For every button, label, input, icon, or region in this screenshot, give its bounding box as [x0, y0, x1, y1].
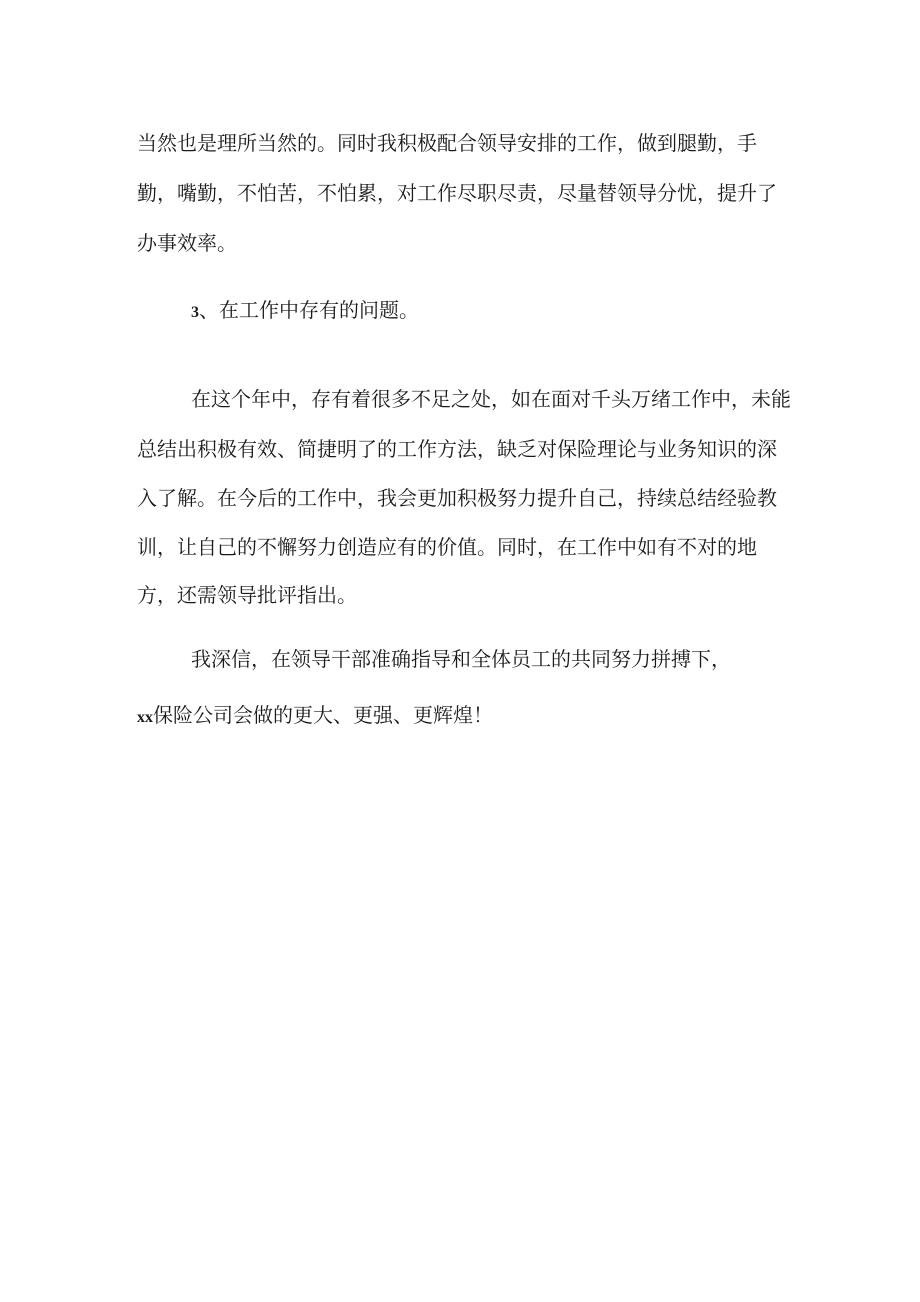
- paragraph-2-line-5: 方，还需领导批评指出。: [137, 583, 357, 607]
- paragraph-1-line-2: 勤，嘴勤，不怕苦，不怕累，对工作尽职尽责，尽量替领导分忧，提升了: [137, 181, 777, 205]
- paragraph-2-line-4: 训，让自己的不懈努力创造应有的价值。同时，在工作中如有不对的地: [137, 535, 757, 559]
- paragraph-3-line-1: 我深信，在领导干部准确指导和全体员工的共同努力拼搏下，: [191, 647, 731, 671]
- paragraph-2-line-3: 入了解。在今后的工作中，我会更加积极努力提升自己，持续总结经验教: [137, 486, 777, 510]
- section-heading-3: [191, 298, 419, 325]
- paragraph-1-line-1: 当然也是理所当然的。同时我积极配合领导安排的工作，做到腿勤，手: [137, 131, 757, 155]
- paragraph-2-line-1: 在这个年中，存有着很多不足之处，如在面对千头万绪工作中，未能: [191, 387, 791, 411]
- company-placeholder-prefix: xx: [137, 709, 153, 726]
- section-heading-text: 、在工作中存有的问题。: [199, 298, 419, 322]
- paragraph-2-line-2: 总结出积极有效、简捷明了的工作方法，缺乏对保险理论与业务知识的深: [137, 437, 777, 461]
- paragraph-3-line-2: [137, 703, 493, 730]
- paragraph-3-line-2-text: 保险公司会做的更大、更强、更辉煌！: [153, 703, 493, 727]
- paragraph-1-line-3: 办事效率。: [137, 231, 237, 255]
- section-heading-number: 3: [191, 304, 199, 321]
